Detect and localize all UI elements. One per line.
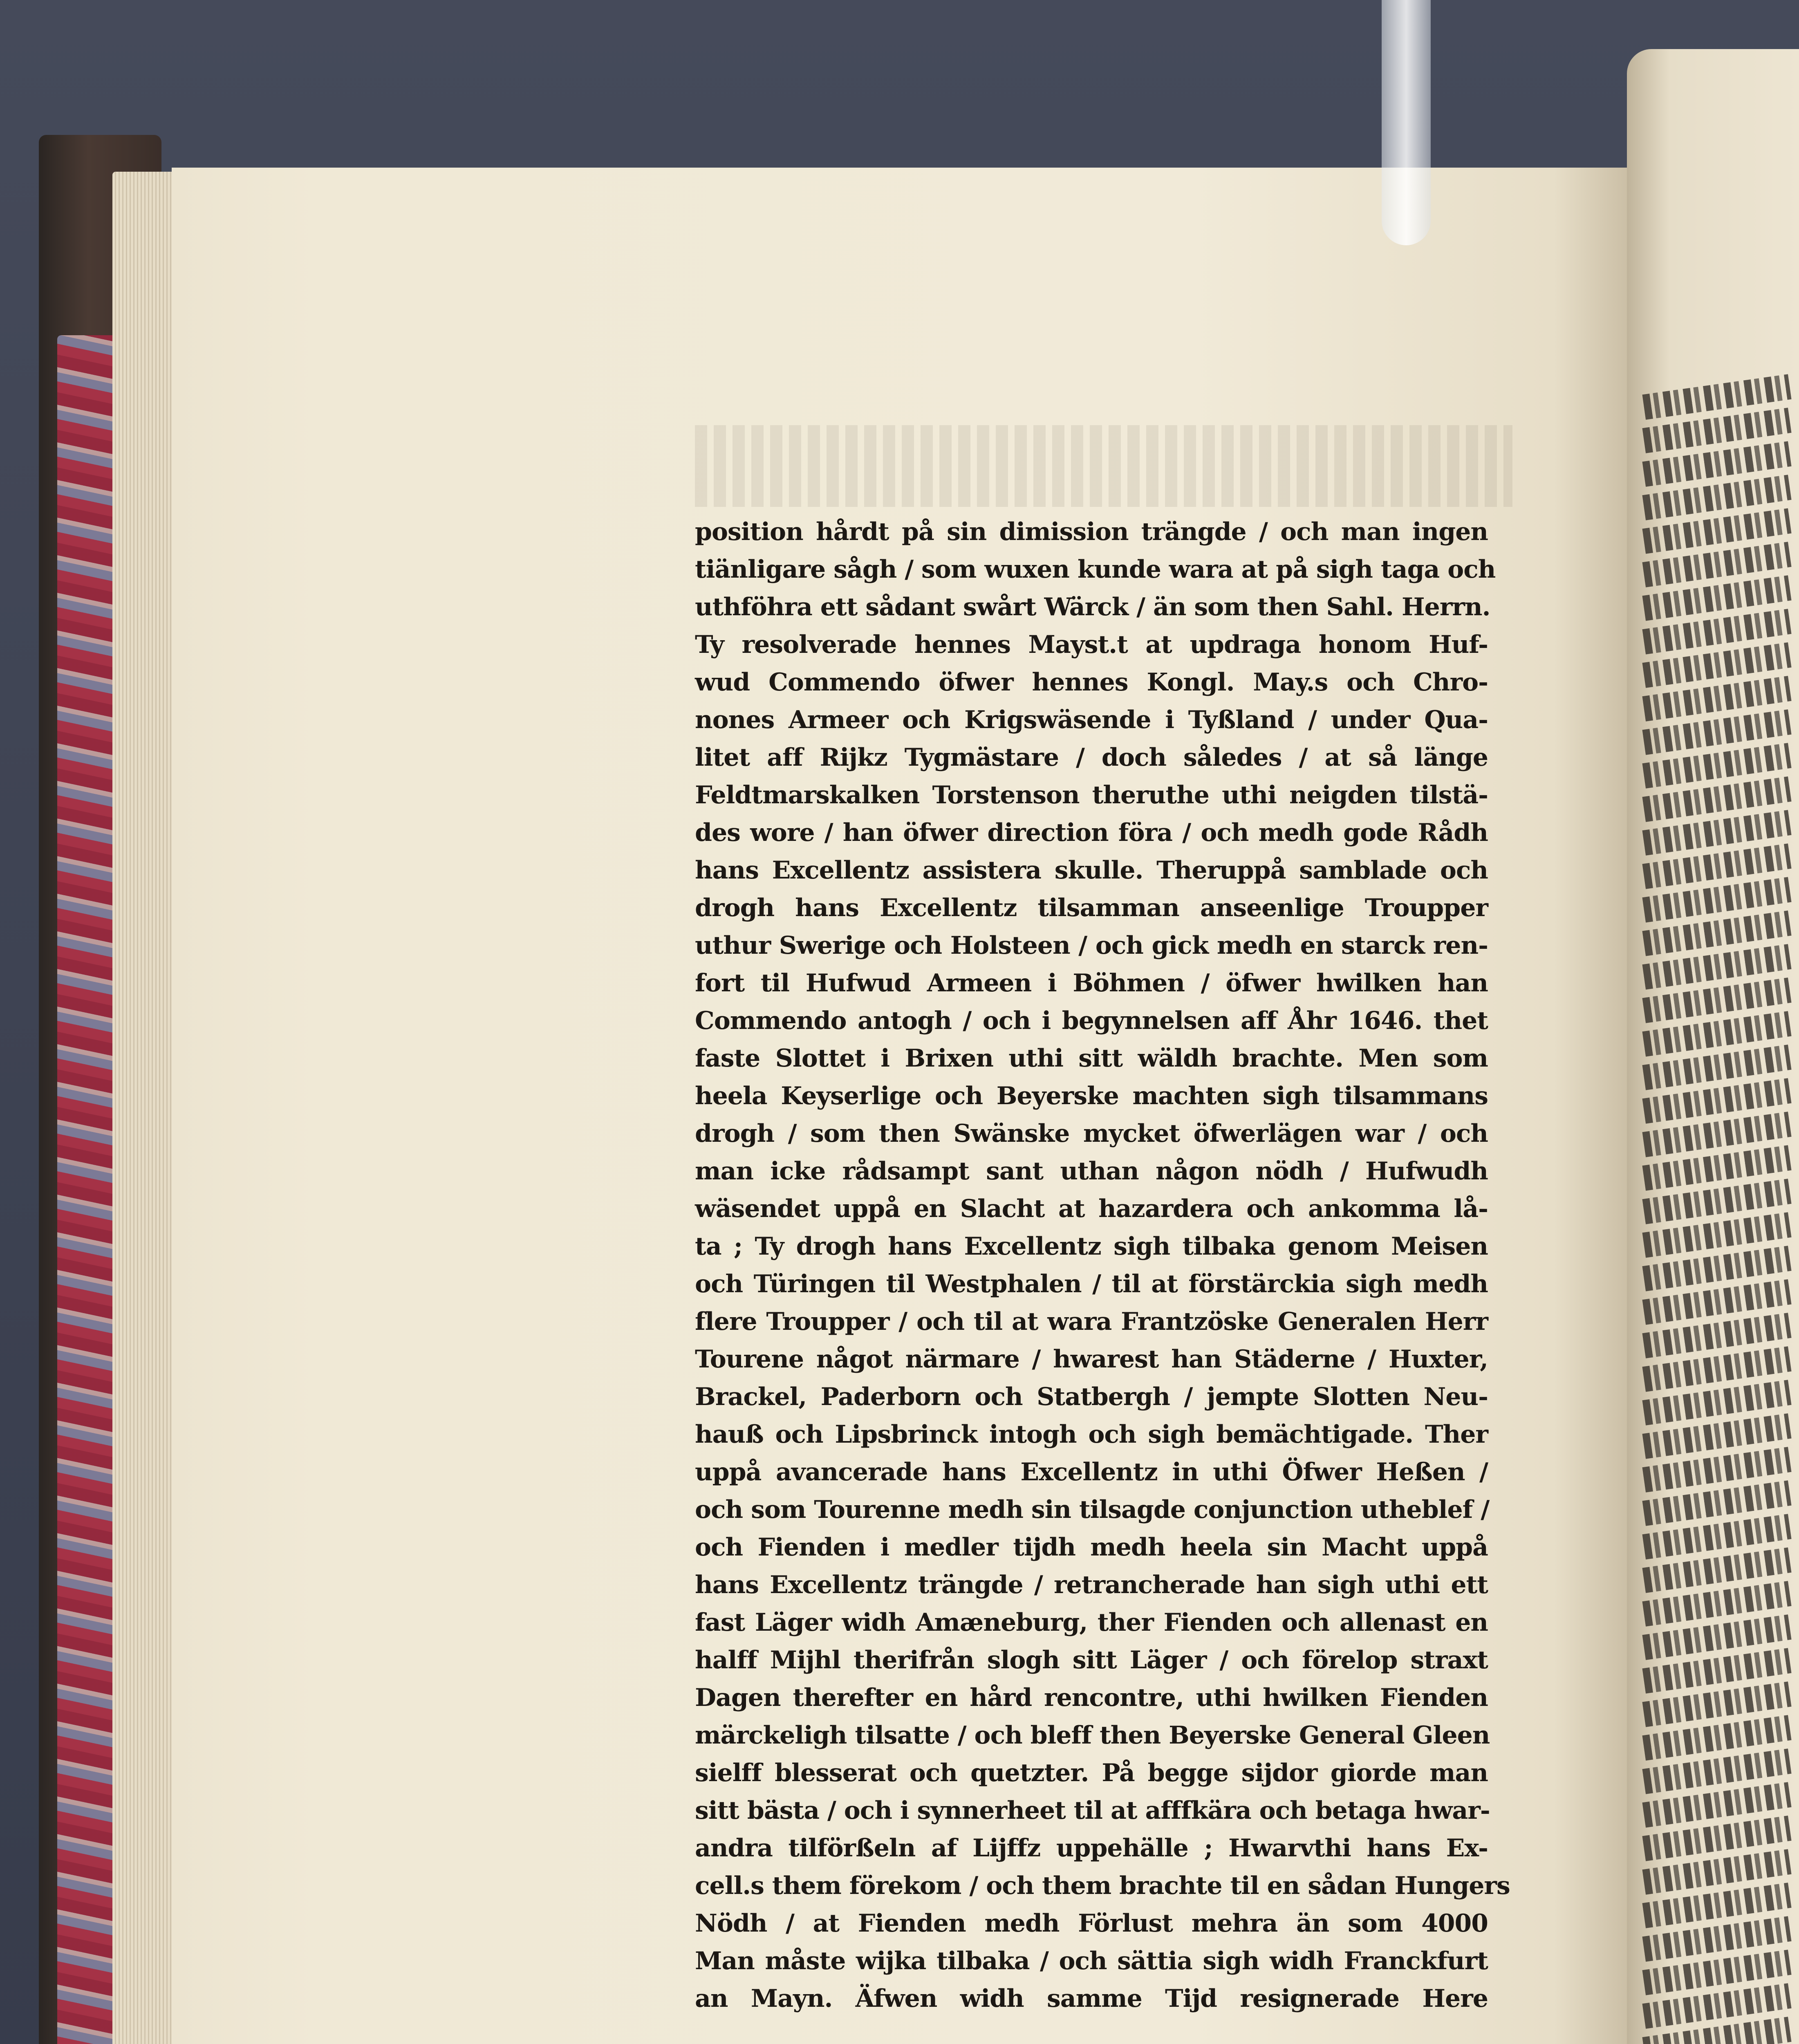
text-line: Feldtmarskalken Torstenson theruthe uthi neigden tilstä- bbox=[695, 781, 1488, 809]
text-line: Brackel, Paderborn och Statbergh / jempte Slotten Neu- bbox=[695, 1383, 1488, 1411]
text-line: hans Excellentz trängde / retrancherade han sigh uthi ett bbox=[695, 1571, 1488, 1599]
text-line: nones Armeer och Krigswäsende i Tyßland / under Qua- bbox=[695, 706, 1488, 734]
text-line: hauß och Lipsbrinck intogh och sigh bemächtigade. Ther bbox=[695, 1420, 1488, 1449]
text-line: wäsendet uppå en Slacht at hazardera och ankomma lå- bbox=[695, 1195, 1488, 1223]
text-line: Nödh / at Fienden medh Förlust mehra än som 4000 bbox=[695, 1909, 1488, 1938]
bleed-through-text bbox=[695, 425, 1512, 507]
text-line: fast Läger widh Amæneburg, ther Fienden och allenast en bbox=[695, 1608, 1488, 1637]
text-line: halff Mijhl therifrån slogh sitt Läger / och förelop straxt bbox=[695, 1646, 1488, 1674]
text-line: ta ; Ty drogh hans Excellentz sigh tilbaka genom Meisen bbox=[695, 1232, 1488, 1261]
text-line: hans Excellentz assistera skulle. Theruppå samblade och bbox=[695, 856, 1488, 885]
text-line: uthur Swerige och Holsteen / och gick medh en starck ren- bbox=[695, 931, 1488, 960]
text-line: cell.s them förekom / och them brachte til en sådan Hungers bbox=[695, 1871, 1510, 1900]
text-line: an Mayn. Äfwen widh samme Tijd resignerade Here bbox=[695, 1984, 1488, 2013]
text-line: och Fienden i medler tijdh medh heela sin Macht uppå bbox=[695, 1533, 1488, 1562]
text-line: heela Keyserlige och Beyerske machten sigh tilsammans bbox=[695, 1082, 1488, 1110]
facing-page-curl bbox=[1627, 49, 1799, 2044]
text-line: man icke rådsampt sant uthan någon nödh / Hufwudh bbox=[695, 1157, 1488, 1186]
text-line: wud Commendo öfwer hennes Kongl. May.s och Chro- bbox=[695, 668, 1488, 697]
text-line: Tourene något närmare / hwarest han Städerne / Huxter, bbox=[695, 1345, 1488, 1374]
text-line: Dagen therefter en hård rencontre, uthi hwilken Fienden bbox=[695, 1683, 1488, 1712]
page-body-text bbox=[695, 513, 1510, 2017]
text-line: litet aff Rijkz Tygmästare / doch således / at så länge bbox=[695, 743, 1488, 772]
text-line: Man måste wijka tilbaka / och sättia sigh widh Franckfurt bbox=[695, 1947, 1488, 1975]
text-line: sitt bästa / och i synnerheet til at afffkära och betaga hwar- bbox=[695, 1796, 1490, 1825]
text-line: des wore / han öfwer direction föra / och medh gode Rådh bbox=[695, 818, 1488, 847]
text-line: drogh hans Excellentz tilsamman anseenlige Troupper bbox=[695, 894, 1488, 922]
text-line: och som Tourenne medh sin tilsagde conjunction utheblef / bbox=[695, 1495, 1490, 1524]
text-line: sielff blesserat och quetzter. På begge sijdor giorde man bbox=[695, 1759, 1488, 1787]
text-line: andra tilförßeln af Lijffz uppehälle ; Hwarvthi hans Ex- bbox=[695, 1834, 1488, 1862]
text-line: faste Slottet i Brixen uthi sitt wäldh brachte. Men som bbox=[695, 1044, 1488, 1073]
text-line: position hårdt på sin dimission trängde / och man ingen bbox=[695, 518, 1488, 546]
text-line: uthföhra ett sådant swårt Wärck / än som then Sahl. Herrn. bbox=[695, 593, 1490, 621]
text-line: Ty resolverade hennes Mayst.t at updraga honom Huf- bbox=[695, 630, 1488, 659]
text-line: och Türingen til Westphalen / til at förstärckia sigh medh bbox=[695, 1270, 1488, 1298]
text-line: tiänligare sågh / som wuxen kunde wara at på sigh taga och bbox=[695, 555, 1496, 584]
text-line: märckeligh tilsatte / och bleff then Beyerske General Gleen bbox=[695, 1721, 1490, 1750]
text-line: fort til Hufwud Armeen i Böhmen / öfwer hwilken han bbox=[695, 969, 1488, 997]
text-line: flere Troupper / och til at wara Frantzöske Generalen Herr bbox=[695, 1307, 1488, 1336]
text-line: Commendo antogh / och i begynnelsen aff Åhr 1646. thet bbox=[695, 1006, 1488, 1035]
page-clip-top bbox=[1382, 0, 1431, 245]
text-line: uppå avancerade hans Excellentz in uthi Öfwer Heßen / bbox=[695, 1458, 1488, 1486]
text-line: drogh / som then Swänske mycket öfwerlägen war / och bbox=[695, 1119, 1488, 1148]
facing-page-text bbox=[1643, 384, 1799, 2044]
